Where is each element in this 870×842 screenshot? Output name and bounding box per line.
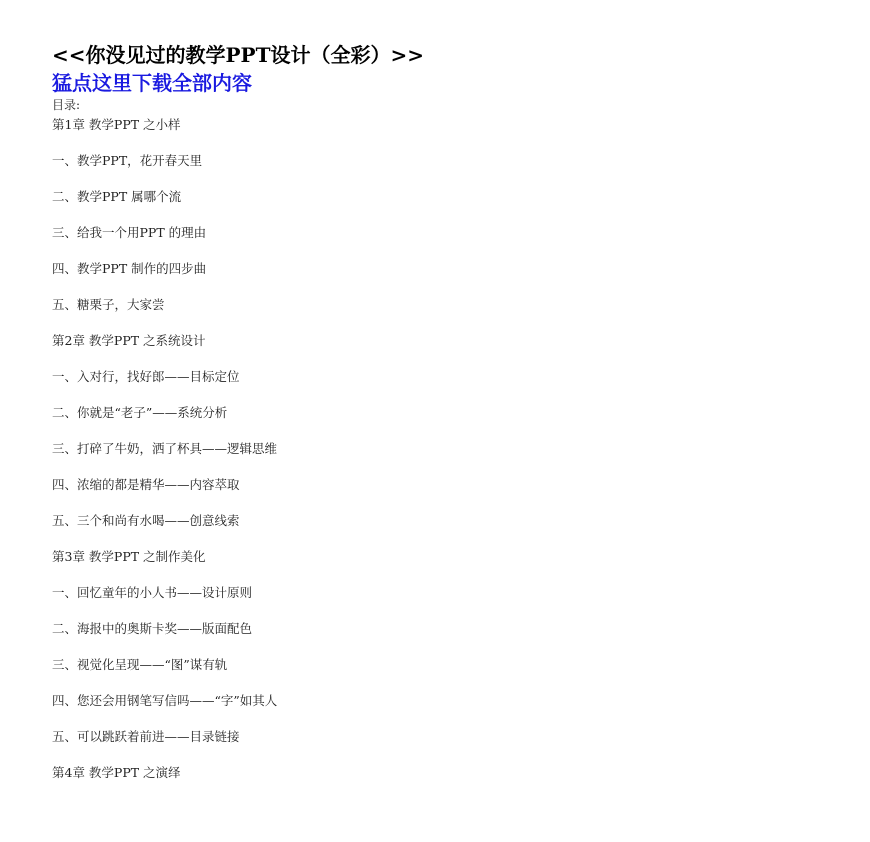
toc-item: 五、可以跳跃着前进——目录链接	[52, 729, 240, 744]
toc-item: 四、教学PPT 制作的四步曲	[52, 261, 207, 276]
toc-item: 五、三个和尚有水喝——创意线索	[52, 513, 240, 528]
table-of-contents	[52, 113, 852, 797]
toc-item: 第1章 教学PPT 之小样	[52, 117, 181, 132]
download-link[interactable]: 猛点这里下载全部内容	[52, 71, 252, 95]
toc-item: 三、视觉化呈现——“图”谋有轨	[52, 657, 228, 672]
toc-item: 三、打碎了牛奶，洒了杯具——逻辑思维	[52, 441, 278, 456]
toc-item: 四、您还会用钢笔写信吗——“字”如其人	[52, 693, 278, 708]
toc-item: 一、回忆童年的小人书——设计原则	[52, 585, 253, 600]
toc-label: 目录:	[52, 98, 81, 112]
toc-item: 二、教学PPT 属哪个流	[52, 189, 182, 204]
toc-item: 一、教学PPT，花开春天里	[52, 153, 203, 168]
toc-item: 二、你就是“老子”——系统分析	[52, 405, 228, 420]
document	[52, 40, 852, 797]
toc-item: 一、入对行，找好郎——目标定位	[52, 369, 240, 384]
toc-item: 第2章 教学PPT 之系统设计	[52, 333, 206, 348]
document-title: <<你没见过的教学PPT设计（全彩）>>	[52, 43, 424, 67]
toc-item: 第3章 教学PPT 之制作美化	[52, 549, 206, 564]
toc-item: 第4章 教学PPT 之演绎	[52, 765, 181, 780]
toc-item: 五、糖栗子，大家尝	[52, 297, 165, 312]
toc-item: 四、浓缩的都是精华——内容萃取	[52, 477, 240, 492]
toc-item: 二、海报中的奥斯卡奖——版面配色	[52, 621, 253, 636]
toc-item: 三、给我一个用PPT 的理由	[52, 225, 207, 240]
